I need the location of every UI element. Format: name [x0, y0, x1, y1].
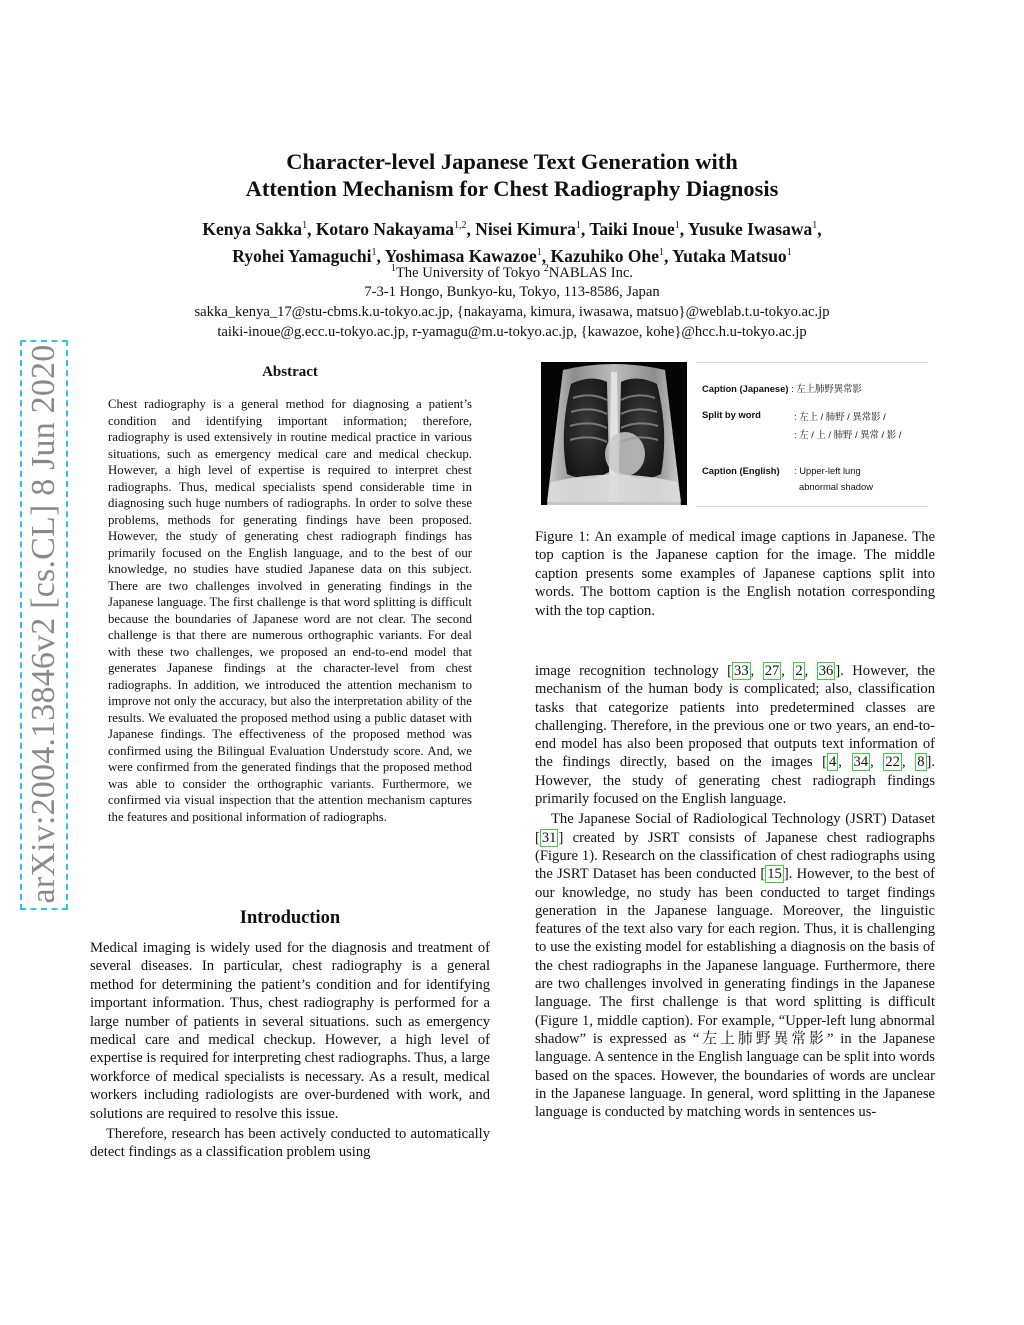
- introduction-right-column: [535, 662, 935, 1121]
- author-affiliation-mark: 1: [674, 220, 680, 231]
- author-line-1: Kenya Sakka$^1$, Kotaro Nakayama$^{1,2}$, Nisei Kimura$^1$, Taiki Inoue$^1$, Yusuke Iwasawa$^1$,: [202, 218, 822, 239]
- abstract-text: Chest radiography is a general method for diagnosing a patient’s condition and identifying important information; therefore, radiography is used extensively in routine medical practice in various situations, such as emergency medical care and medical checkup. However, a high level of expertise is required to interpret chest radiographs. Thus, medical specialists spend considerable time in diagnosing such huge numbers of radiographs. In order to solve these problems, methods for generating findings have been proposed. However, the study of generating chest radiograph findings has primarily focused on the English language, and to the best of our knowledge, no studies have studied Japanese data on this subject. There are two challenges involved in generating findings in the Japanese language. The first challenge is that word splitting is difficult because the boundaries of Japanese word are not clear. The second challenge is that there are numerous orthographic variants. For deal with these two challenges, we proposed an end-to-end model that generates Japanese findings at the character-level from chest radiographs. In addition, we introduced the attention mechanism to improve not only the accuracy, but also the interpretation ability of the results. We evaluated the proposed method using a public dataset with Japanese findings. The effectiveness of the proposed method was confirmed using the Bilingual Evaluation Understudy score. And, we were confirmed from the generated findings that the proposed method was able to consider the orthographic variants. Furthermore, we confirmed via visual inspection that the attention mechanism captures the features and positional information of radiographs.: [108, 397, 472, 824]
- arxiv-identifier[interactable]: arXiv:2004.13846v2 [cs.CL] 8 Jun 2020: [25, 344, 62, 904]
- author-name: Nisei Kimura: [475, 218, 576, 239]
- citation-link[interactable]: 2: [795, 663, 803, 679]
- affiliations: [120, 259, 904, 342]
- affiliation-institutions: $^1$The University of Tokyo $^2$NABLAS Inc.: [390, 263, 634, 281]
- citation-link[interactable]: 15: [767, 866, 782, 883]
- author-affiliation-mark: 1: [786, 246, 792, 258]
- caption-english-value-1: : Upper-left lung: [794, 465, 861, 476]
- citation-link[interactable]: 33: [734, 663, 749, 679]
- right-paragraph-1: image recognition technology [ 33 , 27 , 2 , 36 ]. However, the mechanism of the human body is complicated; also, classification tasks that categorize patients into predetermined classes are challenging. Therefore, in the previous one or two years, an end-to-end model has also been proposed that outputs text information of the findings directly, based on the images [ 4 , 34 , 22 , 8 ]. However, the study of generating chest radiograph findings primarily focused on the English language.: [535, 663, 936, 808]
- author-emails-2: taiki-inoue@g.ecc.u-tokyo.ac.jp, r-yamagu@m.u-tokyo.ac.jp, {kawazoe, kohe}@hcc.h.u-tokyo.ac.jp: [217, 323, 807, 340]
- citation-link[interactable]: 31: [541, 829, 557, 846]
- introduction-left-column: [90, 939, 490, 1162]
- author-affiliation-mark: 1: [302, 220, 308, 231]
- intro-paragraph-1: Medical imaging is widely used for the diagnosis and treatment of several diseases. In particular, chest radiography is a general method for determining the patient’s condition and for identifying important information. Thus, chest radiography is performed for a large number of patients in several situations. such as emergency medical care and medical checkup. However, a high level of expertise is required for interpreting chest radiographs. Thus, a large workforce of medical specialists is necessary. As a result, medical workers including radiologists are over-burdened with work, and solutions are required to resolve this issue.: [90, 940, 490, 1122]
- author-affiliation-mark: 1,2: [454, 220, 467, 231]
- author-emails-1: sakka_kenya_17@stu-cbms.k.u-tokyo.ac.jp, {nakayama, kimura, iwasawa, matsuo}@weblab.t.u-tokyo.ac.jp: [194, 304, 830, 321]
- affiliation-address: 7-3-1 Hongo, Bunkyo-ku, Tokyo, 113-8586, Japan: [364, 284, 660, 301]
- author-name: Yusuke Iwasawa: [687, 218, 813, 239]
- caption-japanese-row: Caption (Japanese) : 左上肺野異常影: [702, 383, 862, 394]
- author-affiliation-mark: 1: [536, 246, 542, 258]
- citation-link[interactable]: 36: [818, 663, 834, 679]
- author-name: Kazuhiko Ohe: [550, 245, 659, 266]
- right-paragraph-2: The Japanese Social of Radiological Technology (JSRT) Dataset [ 31 ] created by JSRT consists of Japanese chest radiographs (Figure 1). Research on the classification of chest radiographs using the JSRT Dataset has been conducted [ 15 ]. However, to the best of our knowledge, no study has been conducted to target findings generation in the Japanese language. Moreover, the linguistic features of the text also vary for each region. Thus, it is challenging to use the existing model for establishing a diagnosis on the basis of the chest radiographs in the Japanese language. Furthermore, there are two challenges involved in generating findings in the Japanese language. The first challenge is that word splitting is difficult (Figure 1, middle caption). For example, “Upper-left lung abnormal shadow” is expressed as “左上肺野異常影” in the Japanese language. A sentence in the English language can be split into words based on the spaces. However, the boundaries of words are unclear in the Japanese language. In general, word splitting in the Japanese language is conducted by matching words in sentences us-: [535, 811, 935, 1121]
- author-name: Yutaka Matsuo: [672, 245, 787, 266]
- author-name: Ryohei Yamaguchi: [232, 245, 372, 266]
- caption-english-value-2: abnormal shadow: [799, 481, 874, 492]
- title-line-2: Attention Mechanism for Chest Radiography Diagnosis: [245, 176, 779, 201]
- author-affiliation-mark: 1: [575, 220, 581, 231]
- caption-english-label: Caption (English): [702, 465, 780, 476]
- author-name: Kenya Sakka: [202, 218, 303, 239]
- citation-link[interactable]: 8: [917, 754, 925, 771]
- author-name: Taiki Inoue: [589, 218, 675, 239]
- split-by-word-value-1: : 左上 / 肺野 / 異常影 /: [794, 411, 886, 422]
- intro-paragraph-2: Therefore, research has been actively conducted to automatically detect findings as a classification problem using: [90, 1126, 490, 1161]
- paper-title: [120, 148, 904, 202]
- caption-examples-table: [696, 362, 928, 507]
- author-name: Yoshimasa Kawazoe: [384, 245, 537, 266]
- split-by-word-label: Split by word: [702, 409, 761, 420]
- split-by-word-value-2: : 左 / 上 / 肺野 / 異常 / 影 /: [794, 429, 902, 440]
- author-line-2: Ryohei Yamaguchi$^1$, Yoshimasa Kawazoe$^1$, Kazuhiko Ohe$^1$, Yutaka Matsuo$^1$: [232, 245, 792, 266]
- title-line-1: Character-level Japanese Text Generation with: [286, 149, 738, 174]
- citation-link[interactable]: 22: [885, 754, 900, 771]
- citation-link[interactable]: 4: [828, 754, 837, 771]
- chest-radiograph-image: [541, 362, 687, 505]
- chest-xray-drawing: [541, 362, 687, 505]
- citation-link[interactable]: 27: [764, 663, 780, 679]
- figure-1-caption: Figure 1: An example of medical image captions in Japanese. The top caption is the Japanese caption for the image. The middle caption presents some examples of Japanese captions split into words. The bottom caption is the English notation corresponding with the top caption.: [535, 529, 935, 619]
- introduction-heading: Introduction: [239, 908, 341, 928]
- author-affiliation-mark: 1: [658, 246, 664, 258]
- citation-link[interactable]: 34: [853, 754, 869, 771]
- author-name: Kotaro Nakayama: [315, 218, 455, 239]
- author-affiliation-mark: 1: [812, 220, 818, 231]
- author-affiliation-mark: 1: [371, 246, 377, 258]
- abstract-heading: Abstract: [262, 364, 318, 380]
